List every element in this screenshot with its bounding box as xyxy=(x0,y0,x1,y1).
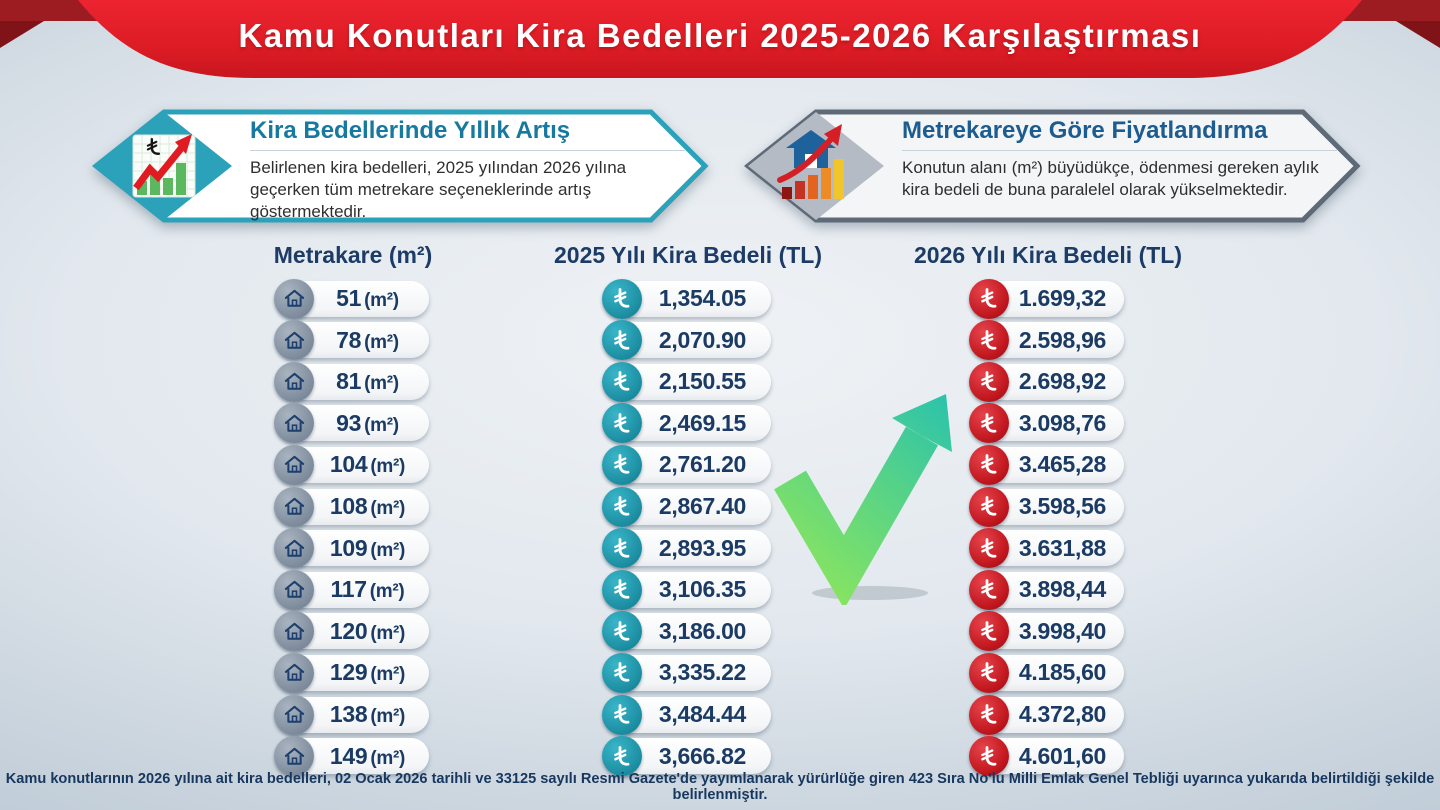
info-box-left-body: Belirlenen kira bedelleri, 2025 yılından 2026 yılına geçerken tüm metrekare seçeneklerinde artış göstermektedir. xyxy=(250,158,627,222)
m2-row xyxy=(277,447,429,483)
lira-icon xyxy=(602,653,642,693)
rent-2025-value: 2,469.15 xyxy=(658,409,747,436)
rent-2025-row xyxy=(605,489,771,525)
rent-2026-value: 3.098,76 xyxy=(1018,409,1107,436)
info-box-left-title: Kira Bedellerinde Yıllık Artış xyxy=(250,117,571,144)
rent-2026-row xyxy=(972,322,1124,358)
rent-2026-row xyxy=(972,364,1124,400)
rent-2025-row xyxy=(605,572,771,608)
info-box-right-body: Konutun alanı (m²) büyüdükçe, ödenmesi gereken aylık kira bedeli de buna paralelel olarak yükselmektedir. xyxy=(902,158,1319,200)
m2-row xyxy=(277,572,429,608)
rent-2025-row xyxy=(605,613,771,649)
info-box-annual-increase xyxy=(92,106,710,226)
rent-2026-value: 3.898,44 xyxy=(1018,576,1107,603)
rent-2025-value: 3,335.22 xyxy=(658,659,747,686)
rent-2026-value: 2.698,92 xyxy=(1018,368,1107,395)
m2-row xyxy=(277,405,429,441)
lira-icon xyxy=(602,403,642,443)
m2-row xyxy=(277,655,429,691)
rent-2026-row xyxy=(972,655,1124,691)
rent-2026-row xyxy=(972,530,1124,566)
lira-icon xyxy=(602,320,642,360)
column-m2 xyxy=(203,242,503,774)
rent-2025-value: 2,150.55 xyxy=(658,368,747,395)
m2-value: 117 (m²) xyxy=(330,576,405,603)
column-header-2026: 2026 Yılı Kira Bedeli (TL) xyxy=(913,242,1182,268)
lira-icon xyxy=(969,279,1009,319)
lira-icon xyxy=(969,362,1009,402)
house-icon xyxy=(274,279,314,319)
rent-2025-row xyxy=(605,738,771,774)
lira-icon xyxy=(602,611,642,651)
m2-value: 78 (m²) xyxy=(336,326,399,353)
house-icon xyxy=(274,653,314,693)
rent-2026-value: 3.465,28 xyxy=(1018,451,1107,478)
lira-icon xyxy=(969,403,1009,443)
rent-2026-value: 3.631,88 xyxy=(1018,534,1107,561)
m2-row xyxy=(277,613,429,649)
m2-value: 81 (m²) xyxy=(336,368,399,395)
lira-icon xyxy=(602,362,642,402)
m2-row xyxy=(277,530,429,566)
house-icon xyxy=(274,487,314,527)
house-icon xyxy=(274,528,314,568)
house-icon xyxy=(274,570,314,610)
lira-growth-chart-icon xyxy=(133,134,195,197)
rent-2025-row xyxy=(605,447,771,483)
rent-2026-value: 4.601,60 xyxy=(1018,742,1107,769)
m2-row xyxy=(277,322,429,358)
lira-icon xyxy=(602,695,642,735)
column-header-m2: Metrakare (m²) xyxy=(273,242,433,268)
m2-value: 108 (m²) xyxy=(329,493,406,520)
m2-value: 104 (m²) xyxy=(329,451,406,478)
m2-value: 109 (m²) xyxy=(329,534,406,561)
house-icon xyxy=(274,320,314,360)
house-icon xyxy=(274,611,314,651)
rent-2025-row xyxy=(605,655,771,691)
rent-2026-row xyxy=(972,447,1124,483)
rent-2026-row xyxy=(972,405,1124,441)
divider xyxy=(902,150,1337,151)
m2-row xyxy=(277,697,429,733)
house-icon xyxy=(274,403,314,443)
rent-2025-row xyxy=(605,405,771,441)
lira-icon xyxy=(602,279,642,319)
column-header-2025: 2025 Yılı Kira Bedeli (TL) xyxy=(553,242,822,268)
rent-2025-row xyxy=(605,364,771,400)
rent-2026-value: 4.185,60 xyxy=(1018,659,1107,686)
rent-2025-row xyxy=(605,322,771,358)
rent-2026-value: 1.699,32 xyxy=(1018,285,1107,312)
rent-2025-value: 3,666.82 xyxy=(658,742,747,769)
rent-2026-value: 4.372,80 xyxy=(1018,701,1107,728)
house-icon xyxy=(274,695,314,735)
lira-icon xyxy=(969,653,1009,693)
m2-value: 129 (m²) xyxy=(329,659,406,686)
rent-2025-row xyxy=(605,530,771,566)
m2-row xyxy=(277,364,429,400)
lira-icon xyxy=(969,487,1009,527)
m2-row xyxy=(277,489,429,525)
lira-icon xyxy=(969,695,1009,735)
lira-icon xyxy=(969,528,1009,568)
header-banner xyxy=(0,0,1440,100)
rent-2026-row xyxy=(972,613,1124,649)
m2-value: 51 (m²) xyxy=(336,285,399,312)
lira-icon xyxy=(602,528,642,568)
m2-row xyxy=(277,738,429,774)
rent-2026-value: 2.598,96 xyxy=(1018,326,1107,353)
page-title: Kamu Konutları Kira Bedelleri 2025-2026 Karşılaştırması xyxy=(238,17,1202,54)
rent-2025-value: 1,354.05 xyxy=(658,285,747,312)
house-icon xyxy=(274,362,314,402)
lira-icon xyxy=(602,570,642,610)
rent-2025-value: 2,761.20 xyxy=(658,451,747,478)
rent-2026-value: 3.998,40 xyxy=(1018,617,1107,644)
footer-note: Kamu konutlarının 2026 yılına ait kira bedelleri, 02 Ocak 2026 tarihli ve 33125 sayılı Resmi Gazete'de yayımlanarak yürürlüğe giren 423 Sıra No'lu Milli Emlak Genel Tebliği uyarınca yukarıda belirtildiği şekilde belirlenmiştir. xyxy=(5,771,1435,803)
rent-2026-row xyxy=(972,281,1124,317)
rent-2026-row xyxy=(972,572,1124,608)
rent-2025-row xyxy=(605,281,771,317)
rent-2025-value: 2,070.90 xyxy=(658,326,747,353)
rent-2025-value: 2,893.95 xyxy=(658,534,747,561)
rent-2025-value: 2,867.40 xyxy=(658,493,747,520)
lira-icon xyxy=(969,445,1009,485)
m2-value: 149 (m²) xyxy=(329,742,406,769)
lira-icon xyxy=(969,611,1009,651)
rent-2026-value: 3.598,56 xyxy=(1018,493,1107,520)
lira-icon xyxy=(602,487,642,527)
m2-value: 93 (m²) xyxy=(336,409,399,436)
rent-2026-row xyxy=(972,738,1124,774)
divider xyxy=(250,150,685,151)
lira-icon xyxy=(969,570,1009,610)
rent-2026-row xyxy=(972,697,1124,733)
info-box-right-title: Metrekareye Göre Fiyatlandırma xyxy=(902,117,1268,144)
m2-value: 138 (m²) xyxy=(329,701,406,728)
m2-value: 120 (m²) xyxy=(329,617,406,644)
lira-icon xyxy=(969,320,1009,360)
house-icon xyxy=(274,445,314,485)
rent-2025-value: 3,484.44 xyxy=(658,701,747,728)
m2-row xyxy=(277,281,429,317)
rent-2025-value: 3,106.35 xyxy=(658,576,747,603)
info-box-price-per-m2 xyxy=(744,106,1362,226)
rent-2025-row xyxy=(605,697,771,733)
lira-icon xyxy=(602,445,642,485)
rent-2026-row xyxy=(972,489,1124,525)
rent-2025-value: 3,186.00 xyxy=(658,617,747,644)
increase-check-arrow-icon xyxy=(770,380,975,605)
